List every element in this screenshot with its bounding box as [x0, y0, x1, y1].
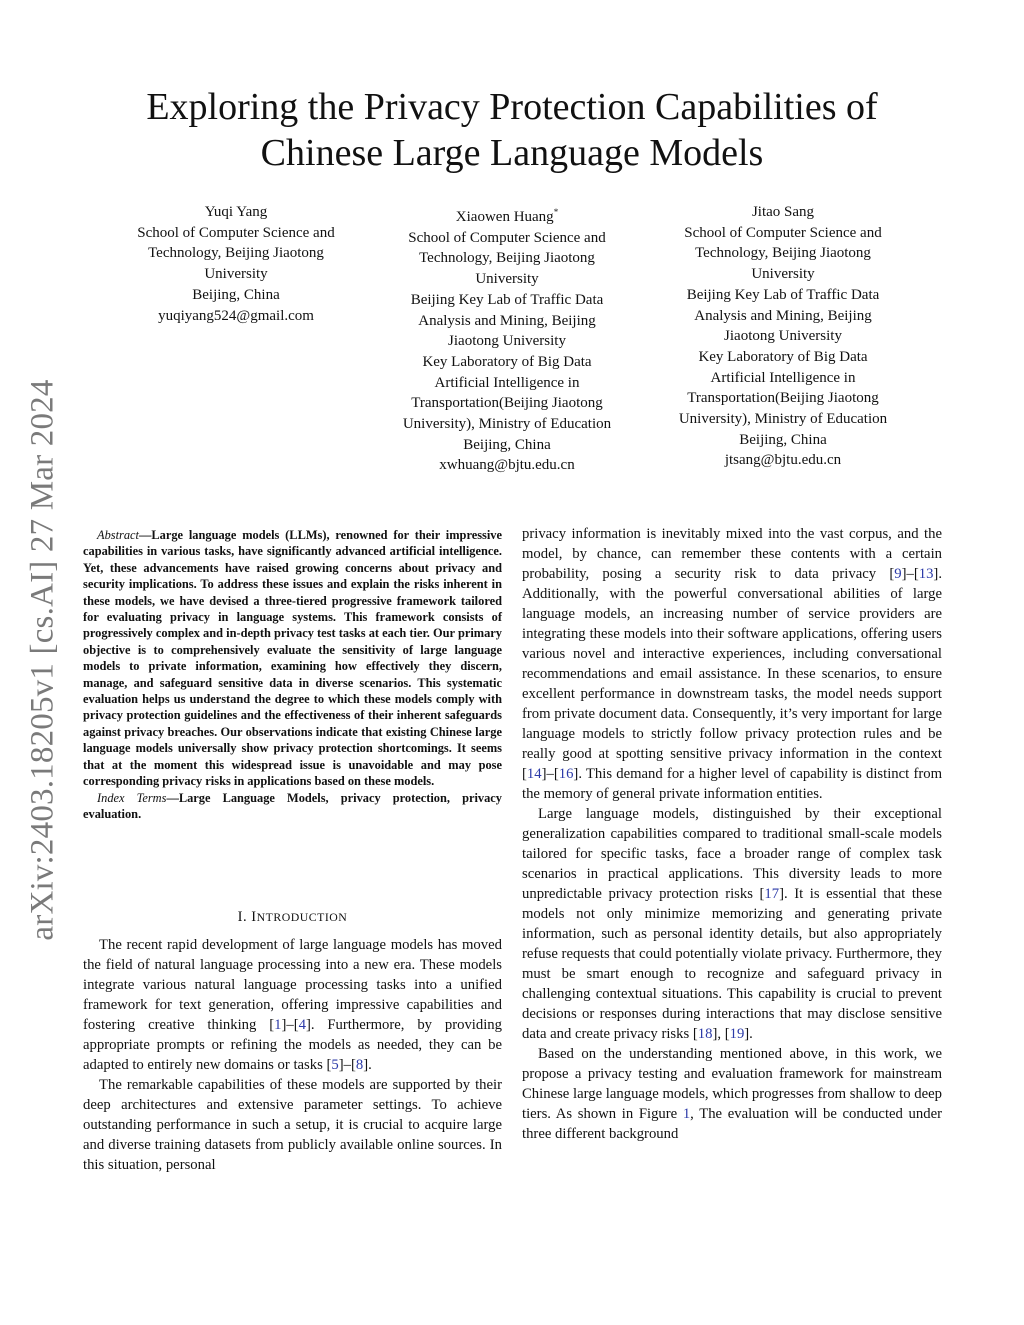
intro-paragraph-4: Based on the understanding mentioned above, in this work, we propose a privacy testing and evaluation framework for mainstream Chinese large language models, which progresses from shallow to deep tiers. As shown in Figure 1, The evaluation will be conducted under three different background: [522, 1046, 942, 1142]
affiliation-line: University: [204, 266, 268, 283]
citation-link[interactable]: 18: [697, 1026, 713, 1042]
affiliation-line: School of Computer Science and: [408, 229, 606, 246]
intro-paragraph-1: The recent rapid development of large language models has moved the field of natural language processing into a new era. These models integrate various natural language processing tasks into a unified framework for text generation, offering impressive capabilities and fostering creative thinking [1]–[4]. Furthermore, by providing appropriate prompts or refining the models as needed, they can be adapted to entirely new domains or tasks [5]–[8].: [83, 937, 502, 1073]
left-column-body: [83, 935, 502, 1175]
affiliation-line: Key Laboratory of Big Data: [698, 348, 868, 365]
index-terms-text: —Large Language Models, privacy protection, privacy evaluation.: [83, 790, 502, 821]
paper-title: [100, 84, 924, 176]
affiliation-line: Jiaotong University: [448, 333, 566, 350]
citation-link[interactable]: 16: [558, 766, 574, 782]
abstract: [83, 527, 502, 822]
affiliation-line: Technology, Beijing Jiaotong: [419, 250, 595, 267]
affiliation-line: Transportation(Beijing Jiaotong: [687, 390, 879, 407]
affiliation-line: Analysis and Mining, Beijing: [694, 307, 872, 324]
citation-link[interactable]: 5: [331, 1057, 339, 1073]
affiliation-line: University), Ministry of Education: [678, 411, 888, 428]
section-title-rest: NTRODUCTION: [256, 910, 348, 924]
section-number: I.: [237, 909, 252, 925]
affiliation-line: Jiaotong University: [724, 328, 842, 345]
index-terms-label: Index Terms: [97, 790, 167, 805]
affiliation-line: Analysis and Mining, Beijing: [418, 312, 596, 329]
affiliation-line: University: [751, 266, 815, 283]
affiliation-line: Key Laboratory of Big Data: [422, 353, 592, 370]
affiliation-line: University: [475, 271, 539, 288]
author-name: Xiaowen Huang*: [455, 207, 559, 225]
citation-link[interactable]: 1: [274, 1017, 282, 1033]
affiliation-line: Artificial Intelligence in: [710, 369, 856, 386]
corresponding-marker: *: [553, 207, 559, 217]
figure-link[interactable]: 1: [682, 1106, 691, 1122]
index-terms: [83, 790, 502, 823]
author-email: yuqiyang524@gmail.com: [158, 307, 314, 324]
intro-paragraph-2: The remarkable capabilities of these models are supported by their deep architectures and extensive parameter settings. To achieve outstanding performance in such a setup, it is crucial to acquire large and diverse training datasets from publicly available online sources. In this situation, personal: [83, 1077, 502, 1173]
author-block-1: [116, 202, 356, 326]
citation-link[interactable]: 13: [918, 566, 934, 582]
affiliation-line: Beijing, China: [463, 436, 551, 453]
affiliation-line: Artificial Intelligence in: [434, 374, 580, 391]
arxiv-stamp: [18, 370, 68, 950]
author-name: Yuqi Yang: [204, 204, 268, 220]
intro-paragraph-3: Large language models, distinguished by their exceptional generalization capabilities compared to traditional small-scale models tailored for specific tasks, face a broader range of complex task scenarios in practical applications. This diversity leads to more unpredictable privacy protection risks [17]. It is essential that these models not only minimize memorizing and generating private information, such as personal identity details, but also appropriately refuse requests that could potentially violate privacy. Furthermore, they must be smart enough to recognize and safeguard privacy in challenging contextual situations. This capability is crucial to prevent decisions or responses during interactions that may disclose sensitive data and create privacy risks [18], [19].: [522, 806, 943, 1042]
abstract-text: —Large language models (LLMs), renowned for their impressive capabilities in various tasks, have significantly advanced artificial intelligence. Yet, these advancements have raised growing concerns about privacy and security implications. To address these issues and explain the risks inherent in these models, we have devised a three-tiered progressive framework tailored for evaluating privacy in language systems. This framework consists of progressively complex and in-depth privacy test tasks at each tier. Our primary objective is to comprehensively evaluate the sensitivity of large language models to private information, examining how effectively they discern, manage, and safeguard sensitive data in diverse scenarios. This systematic evaluation helps us understand the degree to which these models comply with privacy protection guidelines and the effectiveness of their inherent safeguards against privacy breaches. Our observations indicate that existing Chinese large language models universally show privacy protection shortcomings. It seems that at the moment this widespread issue is unavoidable and may pose corresponding privacy risks in applications based on these models.: [83, 528, 502, 789]
citation-link[interactable]: 14: [526, 766, 542, 782]
affiliation-line: Technology, Beijing Jiaotong: [695, 245, 871, 262]
affiliation-line: Technology, Beijing Jiaotong: [148, 245, 324, 262]
affiliation-line: Beijing Key Lab of Traffic Data: [686, 286, 880, 303]
author-name: Jitao Sang: [751, 204, 815, 220]
author-block-2: [382, 202, 632, 476]
affiliation-line: Beijing Key Lab of Traffic Data: [410, 291, 604, 308]
intro-paragraph-2-cont: privacy information is inevitably mixed into the vast corpus, and the model, by chance, can remember these contents with a certain probability, posing a security risk to data privacy [9]–[13]. Additionally, with the powerful conversational abilities of large language models, an increasing number of service providers are integrating these models into their software applications, offering users various novel and interactive experiences, including conversational recommendations and email assistance. In these scenarios, to ensure excellent performance in downstream tasks, the model needs support from private document data. Consequently, it’s very important for large language models to strictly follow privacy protection rules and be really good at spotting sensitive privacy information in the context [14]–[16]. This demand for a higher level of capability is distinct from the memory of general private information entities.: [522, 526, 942, 802]
title-line-2: Chinese Large Language Models: [260, 132, 764, 174]
affiliation-line: School of Computer Science and: [684, 224, 882, 241]
citation-link[interactable]: 9: [894, 566, 902, 582]
abstract-label: Abstract: [97, 528, 139, 542]
citation-link[interactable]: 19: [729, 1026, 745, 1042]
author-email: jtsang@bjtu.edu.cn: [724, 452, 842, 469]
affiliation-line: Transportation(Beijing Jiaotong: [411, 395, 603, 412]
section-heading: [83, 909, 502, 926]
abstract-paragraph: [83, 527, 502, 790]
affiliation-line: School of Computer Science and: [137, 224, 335, 241]
author-email: xwhuang@bjtu.edu.cn: [439, 457, 575, 474]
arxiv-id: arXiv:2403.18205v1 [cs.AI] 27 Mar 2024: [24, 379, 61, 941]
affiliation-line: Beijing, China: [739, 431, 827, 448]
author-block-3: [658, 202, 908, 471]
section-title-initial: I: [251, 909, 257, 925]
citation-link[interactable]: 17: [764, 886, 780, 902]
citation-link[interactable]: 8: [355, 1057, 364, 1073]
affiliation-line: Beijing, China: [192, 286, 280, 303]
citation-link[interactable]: 4: [298, 1017, 306, 1033]
affiliation-line: University), Ministry of Education: [402, 416, 612, 433]
right-column-body: [522, 524, 942, 1144]
title-line-1: Exploring the Privacy Protection Capabilities of: [146, 86, 878, 128]
